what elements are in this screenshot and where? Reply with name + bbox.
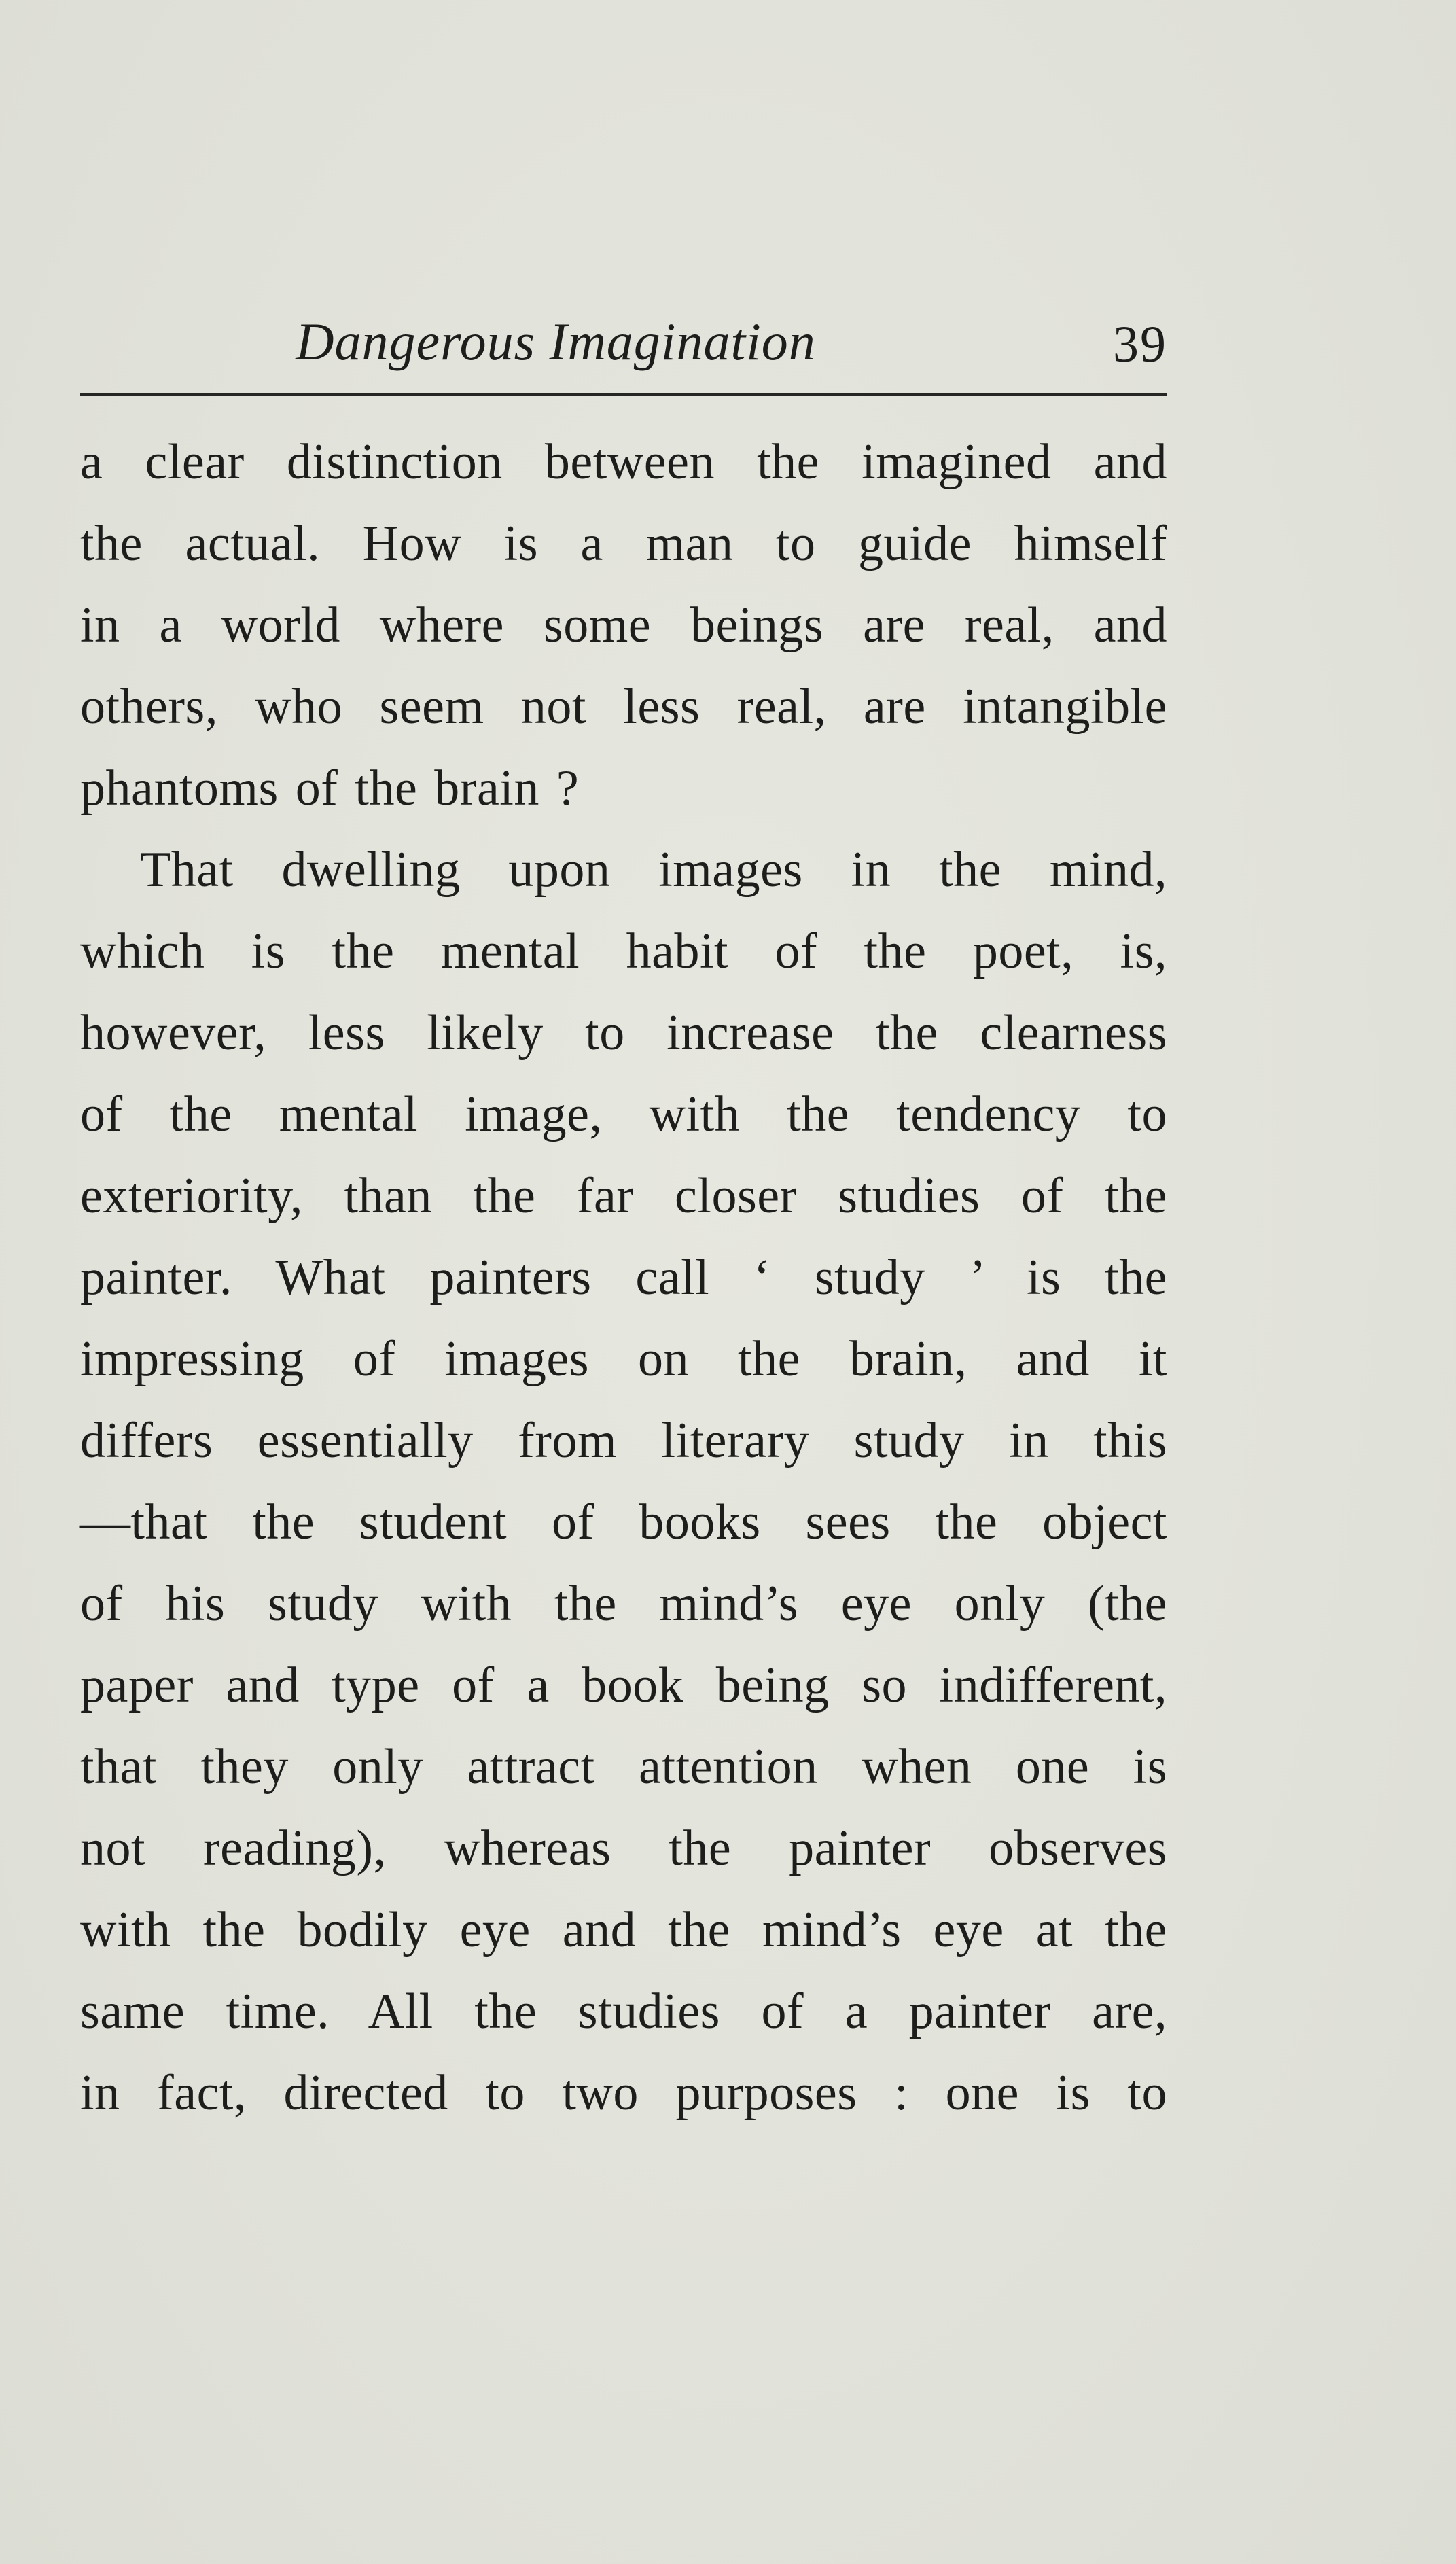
text-line: a clear distinction between the imagined and (80, 434, 1167, 490)
running-head (80, 304, 1167, 379)
text-line: with the bodily eye and the mind’s eye at the (80, 1902, 1167, 1958)
text-line: exteriority, than the far closer studies of the (80, 1168, 1167, 1224)
text-line: differs essentially from literary study in this (80, 1413, 1167, 1469)
text-line: that they only attract attention when one is (80, 1739, 1167, 1795)
page-number: 39 (1113, 316, 1167, 373)
text-line: painter. What painters call ‘ study ’ is the (80, 1250, 1167, 1305)
text-line: the actual. How is a man to guide himself (80, 516, 1167, 572)
text-line: in a world where some beings are real, and (80, 597, 1167, 653)
text-line: others, who seem not less real, are intangible (80, 679, 1167, 735)
text-line: paper and type of a book being so indifferent, (80, 1657, 1167, 1713)
text-line: That dwelling upon images in the mind, (140, 842, 1167, 898)
text-line: of his study with the mind’s eye only (the (80, 1576, 1167, 1632)
text-line: not reading), whereas the painter observes (80, 1821, 1167, 1876)
text-line: same time. All the studies of a painter are, (80, 1984, 1167, 2039)
text-line: of the mental image, with the tendency to (80, 1087, 1167, 1142)
text-line: —that the student of books sees the object (80, 1494, 1167, 1550)
text-line: which is the mental habit of the poet, is, (80, 924, 1167, 979)
text-line: however, less likely to increase the clearness (80, 1005, 1167, 1061)
body-text (80, 421, 1167, 2134)
text-line: in fact, directed to two purposes : one is to (80, 2065, 1167, 2121)
header-rule (80, 393, 1167, 396)
text-line: impressing of images on the brain, and it (80, 1331, 1167, 1387)
running-title: Dangerous Imagination (296, 312, 816, 371)
text-line: phantoms of the brain ? (80, 760, 580, 816)
